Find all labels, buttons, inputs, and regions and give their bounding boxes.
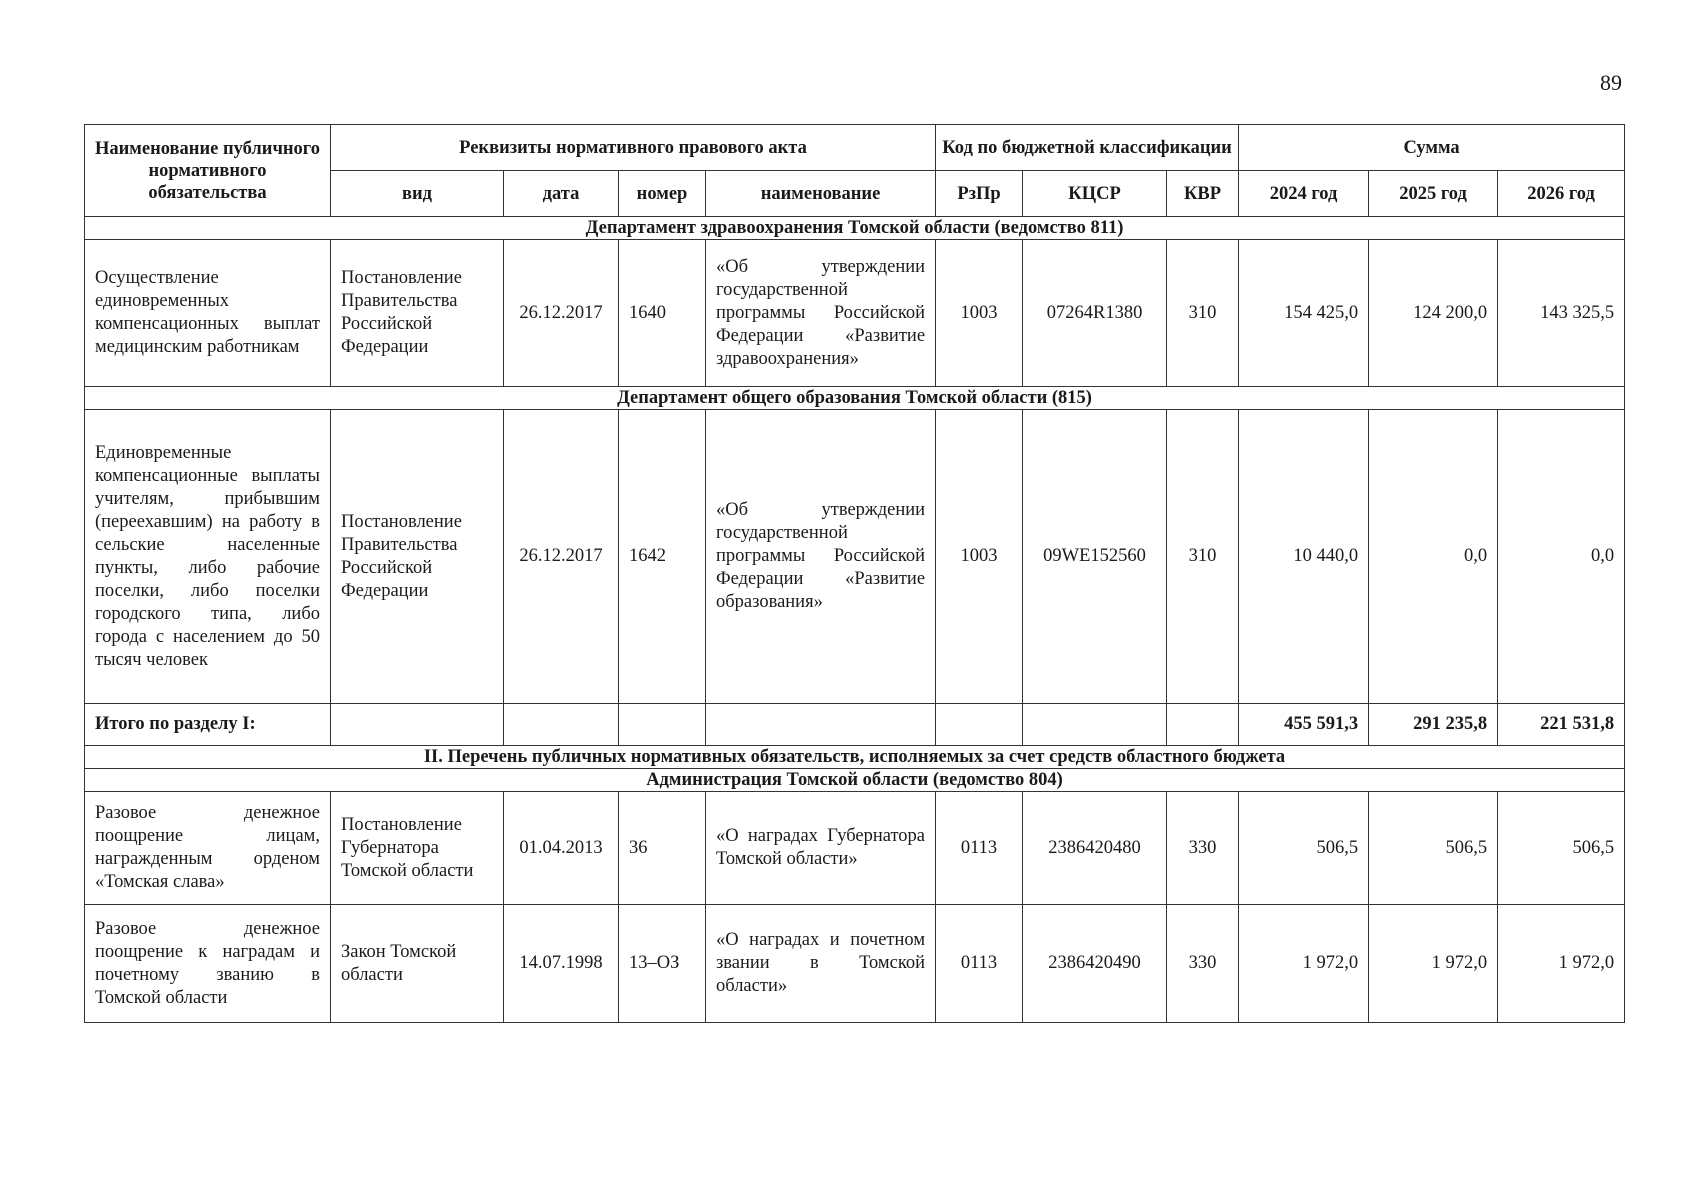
section-row xyxy=(85,217,1625,240)
header-kvr: КВР xyxy=(1167,171,1239,217)
sum-2025: 506,5 xyxy=(1369,792,1498,905)
sum-2024: 154 425,0 xyxy=(1239,240,1369,387)
section-row xyxy=(85,746,1625,769)
sum-2024: 10 440,0 xyxy=(1239,410,1369,704)
act-title: «Об утверждении государственной программы Российской Федерации «Развитие образования» xyxy=(706,410,936,704)
act-number: 13–ОЗ xyxy=(619,905,706,1023)
code-kvr: 310 xyxy=(1167,410,1239,704)
section-title: II. Перечень публичных нормативных обязательств, исполняемых за счет средств областного бюджета xyxy=(85,746,1625,769)
sum-2026: 0,0 xyxy=(1498,410,1625,704)
act-number: 1640 xyxy=(619,240,706,387)
act-date: 26.12.2017 xyxy=(504,410,619,704)
code-kvr: 330 xyxy=(1167,792,1239,905)
empty-cell xyxy=(331,704,504,746)
header-budget-code: Код по бюджетной классификации xyxy=(936,125,1239,171)
header-2025: 2025 год xyxy=(1369,171,1498,217)
sum-2026: 143 325,5 xyxy=(1498,240,1625,387)
code-kcsr: 2386420480 xyxy=(1023,792,1167,905)
total-row xyxy=(85,704,1625,746)
header-rzpr: РзПр xyxy=(936,171,1023,217)
section-row xyxy=(85,387,1625,410)
header-number: номер xyxy=(619,171,706,217)
sum-2026: 506,5 xyxy=(1498,792,1625,905)
obligation-name: Разовое денежное поощрение лицам, награжденным орденом «Томская слава» xyxy=(85,792,331,905)
act-title: «Об утверждении государственной программы Российской Федерации «Развитие здравоохранения» xyxy=(706,240,936,387)
act-type: Постановление Правительства Российской Федерации xyxy=(331,410,504,704)
total-label: Итого по разделу I: xyxy=(85,704,331,746)
header-2026: 2026 год xyxy=(1498,171,1625,217)
obligations-table xyxy=(84,124,1625,1023)
table-row xyxy=(85,905,1625,1023)
sum-2026: 1 972,0 xyxy=(1498,905,1625,1023)
table-body xyxy=(85,217,1625,1023)
code-kcsr: 07264R1380 xyxy=(1023,240,1167,387)
act-type: Постановление Правительства Российской Федерации xyxy=(331,240,504,387)
code-rzpr: 1003 xyxy=(936,240,1023,387)
empty-cell xyxy=(504,704,619,746)
act-number: 36 xyxy=(619,792,706,905)
section-title: Департамент здравоохранения Томской области (ведомство 811) xyxy=(85,217,1625,240)
code-kcsr: 09WE152560 xyxy=(1023,410,1167,704)
obligation-name: Разовое денежное поощрение к наградам и почетному званию в Томской области xyxy=(85,905,331,1023)
empty-cell xyxy=(936,704,1023,746)
sum-2025: 0,0 xyxy=(1369,410,1498,704)
act-type: Постановление Губернатора Томской области xyxy=(331,792,504,905)
sum-2025: 124 200,0 xyxy=(1369,240,1498,387)
total-2025: 291 235,8 xyxy=(1369,704,1498,746)
table-row xyxy=(85,240,1625,387)
section-title: Администрация Томской области (ведомство 804) xyxy=(85,769,1625,792)
sum-2025: 1 972,0 xyxy=(1369,905,1498,1023)
sum-2024: 1 972,0 xyxy=(1239,905,1369,1023)
code-rzpr: 0113 xyxy=(936,905,1023,1023)
header-2024: 2024 год xyxy=(1239,171,1369,217)
header-kcsr: КЦСР xyxy=(1023,171,1167,217)
code-rzpr: 1003 xyxy=(936,410,1023,704)
section-row xyxy=(85,769,1625,792)
table-row xyxy=(85,410,1625,704)
header-date: дата xyxy=(504,171,619,217)
table-header xyxy=(85,125,1625,217)
empty-cell xyxy=(1167,704,1239,746)
empty-cell xyxy=(619,704,706,746)
act-date: 26.12.2017 xyxy=(504,240,619,387)
header-obligation-name: Наименование публичного нормативного обязательства xyxy=(85,125,331,217)
total-2026: 221 531,8 xyxy=(1498,704,1625,746)
act-date: 01.04.2013 xyxy=(504,792,619,905)
empty-cell xyxy=(706,704,936,746)
section-title: Департамент общего образования Томской области (815) xyxy=(85,387,1625,410)
code-kvr: 310 xyxy=(1167,240,1239,387)
table-row xyxy=(85,792,1625,905)
empty-cell xyxy=(1023,704,1167,746)
act-type: Закон Томской области xyxy=(331,905,504,1023)
act-title: «О наградах и почетном звании в Томской области» xyxy=(706,905,936,1023)
header-act-details: Реквизиты нормативного правового акта xyxy=(331,125,936,171)
act-date: 14.07.1998 xyxy=(504,905,619,1023)
act-number: 1642 xyxy=(619,410,706,704)
act-title: «О наградах Губернатора Томской области» xyxy=(706,792,936,905)
page-number: 89 xyxy=(1600,70,1622,95)
header-sum: Сумма xyxy=(1239,125,1625,171)
code-kvr: 330 xyxy=(1167,905,1239,1023)
header-vid: вид xyxy=(331,171,504,217)
sum-2024: 506,5 xyxy=(1239,792,1369,905)
obligation-name: Осуществление единовременных компенсационных выплат медицинским работникам xyxy=(85,240,331,387)
obligation-name: Единовременные компенсационные выплаты учителям, прибывшим (переехавшим) на работу в сельские населенные пункты, либо рабочие поселки, либо поселки городского типа, либо города с населением до 50 тысяч человек xyxy=(85,410,331,704)
code-rzpr: 0113 xyxy=(936,792,1023,905)
total-2024: 455 591,3 xyxy=(1239,704,1369,746)
header-title: наименование xyxy=(706,171,936,217)
code-kcsr: 2386420490 xyxy=(1023,905,1167,1023)
